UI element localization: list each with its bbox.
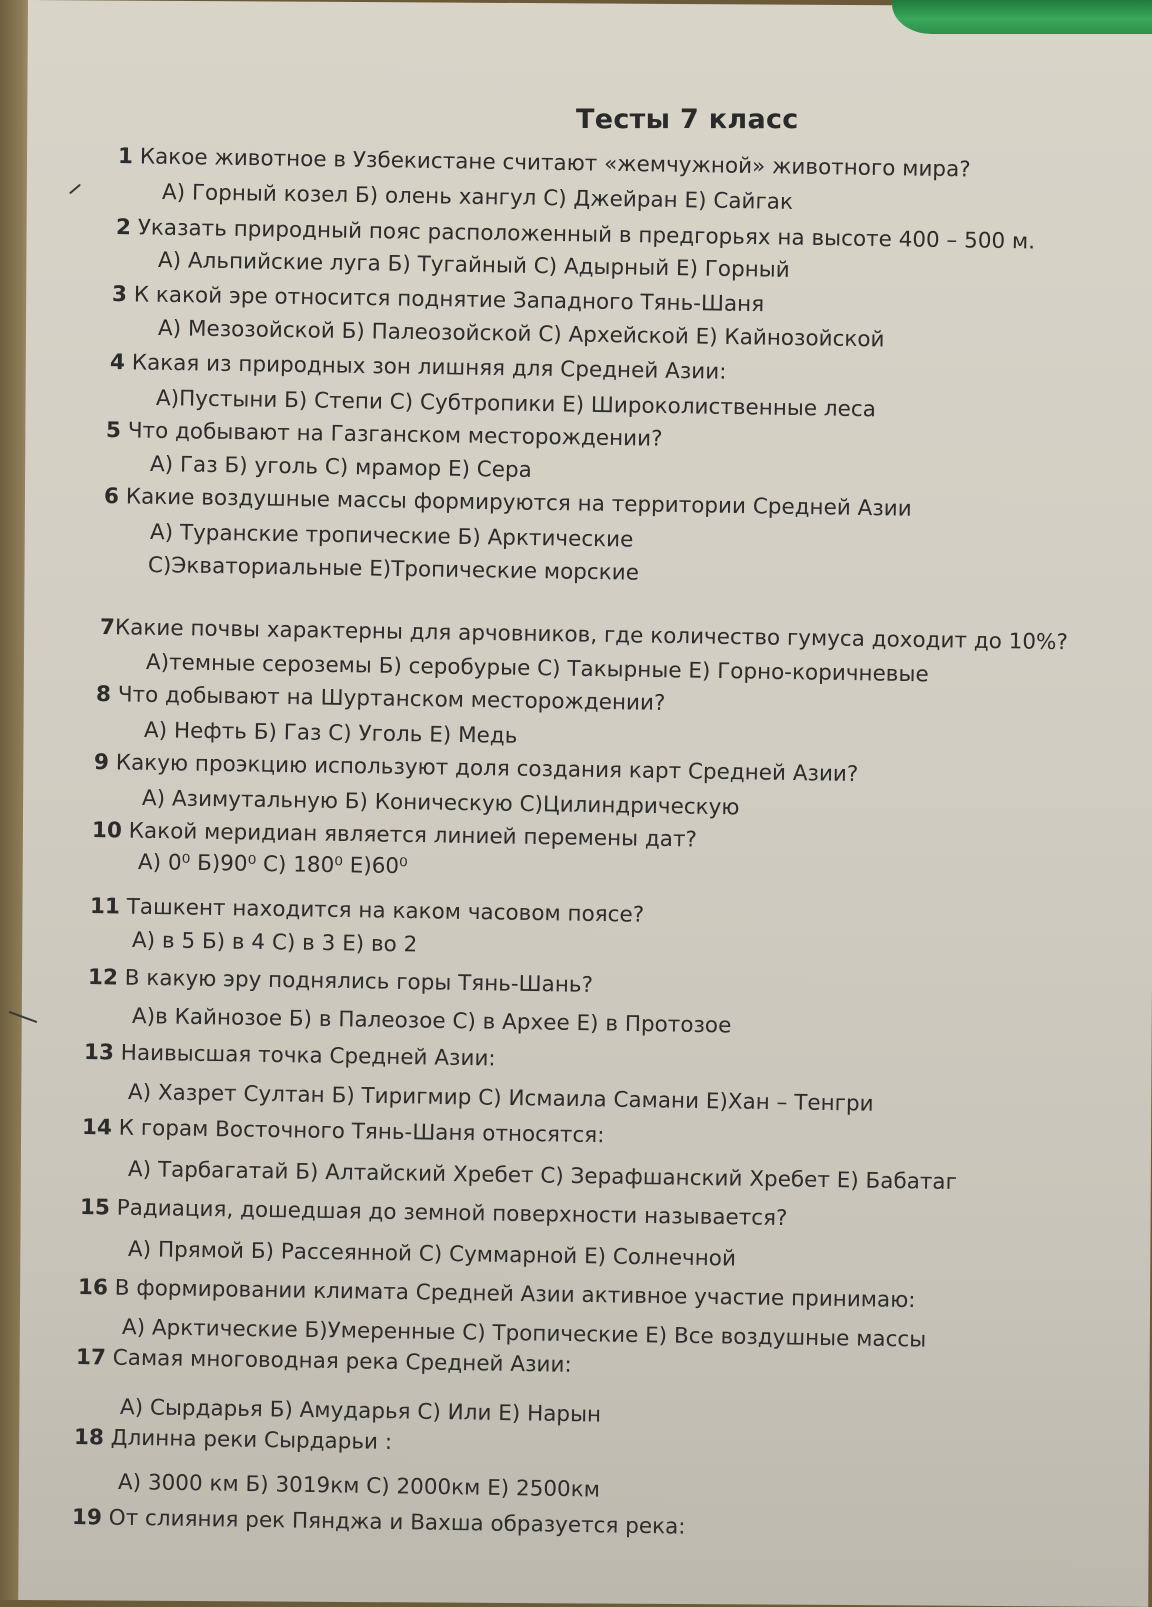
question-number: 8	[95, 682, 112, 708]
answer-options-7: А)темные сероземы Б) серобурые С) Такырные Е) Горно-коричневые	[145, 650, 929, 688]
question-text: К какой эре относится поднятие Западного Тянь-Шаня	[126, 282, 765, 318]
question-text: Указать природный пояс расположенный в предгорьях на высоте 400 – 500 м.	[130, 215, 1036, 255]
question-number: 3	[111, 282, 128, 308]
question-number: 7	[99, 615, 116, 641]
question-number: 9	[93, 750, 110, 776]
question-text: В формировании климата Средней Азии активное участие принимаю:	[107, 1275, 916, 1314]
answer-options-17: А) Сырдарья Б) Амударья С) Или Е) Нарын	[119, 1395, 602, 1428]
question-text: Какую проэкцию используют доля создания карт Средней Азии?	[108, 750, 859, 788]
answer-options-13: А) Хазрет Султан Б) Тиригмир С) Исмаила Самани Е)Хан – Тенгри	[127, 1080, 874, 1117]
answer-options-15: А) Прямой Б) Рассеянной С) Суммарной Е) Солнечной	[127, 1237, 737, 1272]
answer-options-6: А) Туранские тропические Б) Арктические	[149, 520, 634, 553]
answer-options-9: А) Азимутальную Б) Коническую С)Цилиндрическую	[141, 786, 740, 821]
answer-options-5: А) Газ Б) уголь С) мрамор Е) Сера	[149, 452, 533, 483]
question-number: 14	[81, 1115, 113, 1141]
question-number: 11	[89, 894, 121, 920]
question-number: 6	[103, 484, 120, 510]
question-number: 4	[109, 350, 126, 376]
question-18	[74, 1425, 392, 1455]
question-number: 10	[91, 818, 123, 844]
question-number: 12	[87, 965, 119, 991]
answer-options-14: А) Тарбагатай Б) Алтайский Хребет С) Зерафшанский Хребет Е) Бабатаг	[127, 1157, 958, 1196]
answer-options-6: С)Экваториальные Е)Тропические морские	[147, 553, 640, 586]
question-text: Самая многоводная река Средней Азии:	[105, 1345, 572, 1378]
question-number: 13	[83, 1040, 115, 1066]
question-text: Радиация, дошедшая до земной поверхности называется?	[109, 1195, 788, 1232]
question-number: 1	[117, 144, 134, 170]
answer-options-8: А) Нефть Б) Газ С) Уголь Е) Медь	[143, 718, 518, 749]
question-text: Какая из природных зон лишняя для Средней Азии:	[124, 350, 727, 385]
question-text: Ташкент находится на каком часовом поясе?	[119, 894, 645, 928]
answer-options-16: А) Арктические Б)Умеренные С) Тропические Е) Все воздушные массы	[121, 1315, 927, 1353]
question-text: Какой меридиан является линией перемены дат?	[121, 818, 698, 853]
answer-options-18: А) 3000 км Б) 3019км С) 2000км Е) 2500км	[117, 1470, 601, 1503]
answer-options-4: А)Пустыни Б) Степи С) Субтропики Е) Широколиственные леса	[155, 386, 877, 423]
answer-options-3: А) Мезозойской Б) Палеозойской С) Архейской Е) Кайнозойской	[157, 316, 885, 353]
answer-options-12: А)в Кайнозое Б) в Палеозое С) в Архее Е) в Протозое	[131, 1004, 732, 1039]
question-text: Какие почвы характерны для арчовников, где количество гумуса доходит до 10%?	[114, 615, 1069, 656]
question-number: 17	[75, 1345, 107, 1371]
question-number: 16	[77, 1275, 109, 1301]
question-text: Какие воздушные массы формируются на территории Средней Азии	[118, 484, 912, 522]
question-number: 19	[71, 1505, 103, 1531]
answer-options-2: А) Альпийские луга Б) Тугайный С) Адырный Е) Горный	[157, 248, 790, 283]
question-text: Длинна реки Сырдарьи :	[103, 1425, 393, 1455]
question-text: Наивысшая точка Средней Азии:	[113, 1040, 496, 1072]
question-number: 5	[105, 418, 122, 444]
question-text: Что добывают на Шуртанском месторождении?	[110, 682, 666, 716]
question-text: Что добывают на Газганском месторождении?	[120, 418, 663, 452]
question-number: 2	[115, 215, 132, 241]
answer-options-1: А) Горный козел Б) олень хангул С) Джейран Е) Сайгак	[161, 180, 794, 215]
question-text: К горам Восточного Тянь-Шаня относятся:	[111, 1115, 605, 1149]
answer-options-10: А) 0⁰ Б)90⁰ С) 180⁰ Е)60⁰	[137, 850, 408, 880]
answer-options-11: А) в 5 Б) в 4 С) в 3 Е) во 2	[131, 928, 418, 958]
question-text: От слияния рек Пянджа и Вахша образуется река:	[101, 1505, 686, 1540]
page-title: Тесты 7 класс	[576, 104, 799, 135]
question-number: 18	[73, 1425, 105, 1451]
question-number: 15	[79, 1195, 111, 1221]
green-object	[892, 0, 1152, 34]
question-text: В какую эру поднялись горы Тянь-Шань?	[117, 965, 594, 998]
question-text: Какое животное в Узбекистане считают «жемчужной» животного мира?	[132, 144, 971, 183]
